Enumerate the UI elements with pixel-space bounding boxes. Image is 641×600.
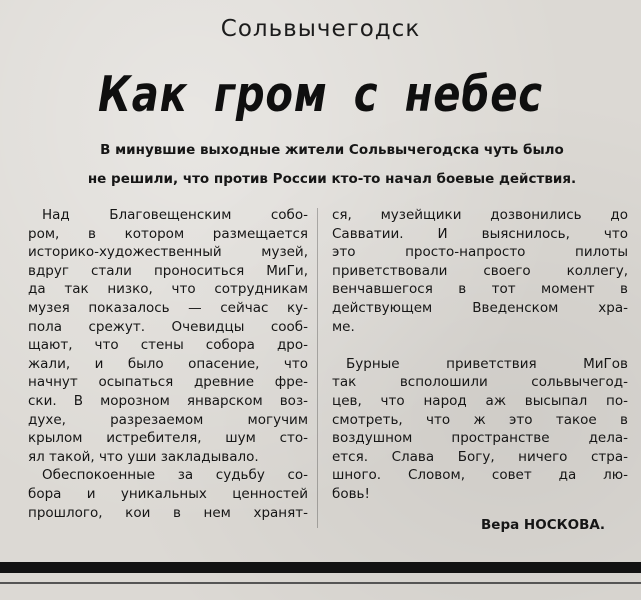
body-line: начнут осыпаться древние фре- xyxy=(28,374,308,391)
article-lead xyxy=(48,136,616,194)
body-line: приветствовали своего коллегу, xyxy=(332,262,628,279)
article-headline: Как гром с небес xyxy=(98,66,543,123)
body-line: духе, разрезаемом могучим xyxy=(28,411,308,428)
paragraph-gap xyxy=(332,336,628,355)
body-line: ял такой, что уши закладывало. xyxy=(28,448,259,465)
body-line: да так низко, что сотрудникам xyxy=(28,281,308,298)
body-line: ме. xyxy=(332,318,355,335)
bottom-rule-thin xyxy=(0,582,641,584)
body-line: Над Благовещенским собо- xyxy=(42,207,308,223)
article-column-left xyxy=(28,206,308,522)
body-line: бовь! xyxy=(332,485,370,502)
article-author: Вера НОСКОВА. xyxy=(481,517,605,533)
bottom-rule xyxy=(0,562,641,573)
body-line: венчавшегося в тот момент в xyxy=(332,281,628,298)
body-line: пола срежут. Очевидцы сооб- xyxy=(28,318,308,335)
body-line: Бурные приветствия МиГов xyxy=(346,355,628,372)
body-line: Обеспокоенные за судьбу со- xyxy=(42,467,308,484)
body-line: воздушном пространстве дела- xyxy=(332,430,628,447)
lead-line: не решили, что против России кто-то начал боевые действия. xyxy=(87,171,577,187)
body-line: вдруг стали проноситься МиГи, xyxy=(28,262,308,279)
body-line: так всполошили сольвычегод- xyxy=(332,374,628,391)
body-line: музея показалось — сейчас ку- xyxy=(28,299,308,316)
body-line: действующем Введенском хра- xyxy=(332,299,628,316)
body-line: Савватии. И выяснилось, что xyxy=(332,225,628,242)
lead-line: В минувшие выходные жители Сольвычегодска чуть было xyxy=(100,142,564,158)
body-line: смотреть, что ж это такое в xyxy=(332,411,628,428)
column-divider xyxy=(317,208,318,528)
body-line: жали, и было опасение, что xyxy=(28,355,308,372)
body-line: шного. Словом, совет да лю- xyxy=(332,467,628,484)
body-line: историко-художественный музей, xyxy=(28,244,308,261)
body-line: это просто-напросто пилоты xyxy=(332,244,628,261)
body-line: ски. В морозном январском воз- xyxy=(28,392,308,409)
body-line: ром, в котором размещается xyxy=(28,225,308,242)
body-line: прошлого, кои в нем хранят- xyxy=(28,504,308,521)
body-line: ется. Слава Богу, ничего стра- xyxy=(332,448,628,465)
body-line: крылом истребителя, шум сто- xyxy=(28,430,308,447)
body-line: щают, что стены собора дро- xyxy=(28,337,308,354)
body-line: цев, что народ аж высыпал по- xyxy=(332,392,628,409)
body-line: бора и уникальных ценностей xyxy=(28,485,308,502)
article-column-right xyxy=(332,206,628,504)
body-line: ся, музейщики дозвонились до xyxy=(332,207,628,223)
place-heading: Сольвычегодск xyxy=(220,16,421,42)
